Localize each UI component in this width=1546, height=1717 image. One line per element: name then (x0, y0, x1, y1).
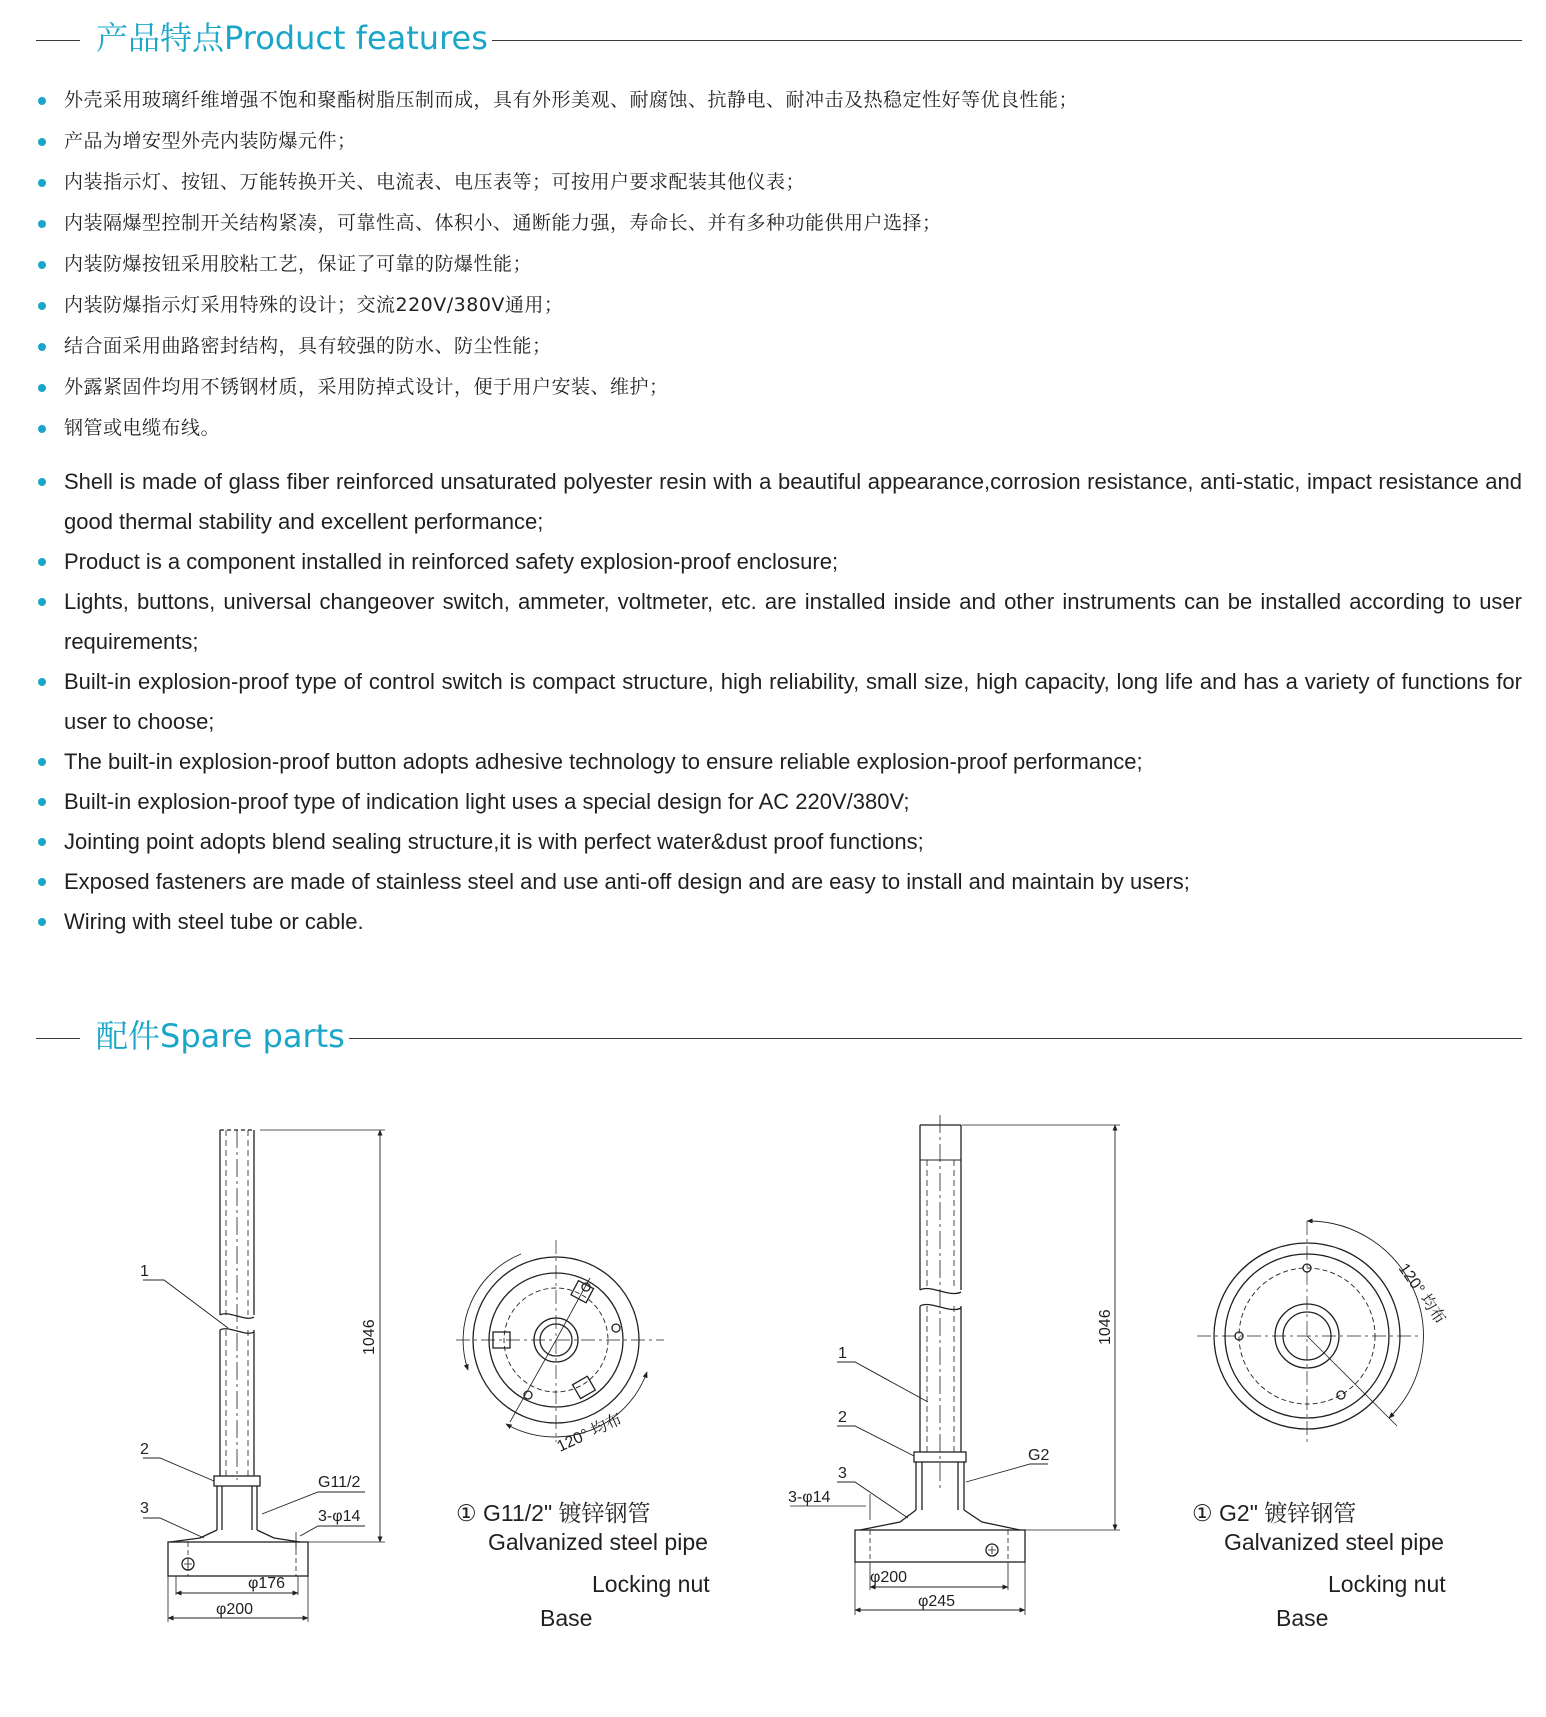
legend-pipe-en: Galvanized steel pipe (488, 1529, 708, 1555)
features-section-header (36, 18, 1522, 58)
thread-label: G11/2 (318, 1474, 361, 1491)
feature-cn-item (36, 162, 1522, 203)
bullet-dot-icon (38, 758, 46, 766)
right-plan-view (1197, 1221, 1423, 1446)
feature-cn-item (36, 244, 1522, 285)
feature-cn-text: 内装隔爆型控制开关结构紧凑，可靠性高、体积小、通断能力强，寿命长、并有多种功能供用户选择； (64, 212, 942, 234)
feature-cn-text: 钢管或电缆布线。 (64, 417, 221, 439)
legend-base: Base (540, 1605, 593, 1631)
feature-cn-text: 内装防爆指示灯采用特殊的设计；交流220V/380V通用； (64, 294, 564, 316)
callout-1: 1 (140, 1263, 149, 1280)
dia-inner-label: φ176 (248, 1575, 286, 1592)
legend-pipe-cn: ① G11/2" 镀锌钢管 (456, 1500, 651, 1526)
feature-cn-item (36, 408, 1522, 449)
bullet-dot-icon (38, 918, 46, 926)
height-dim-label: 1046 (1097, 1309, 1114, 1345)
feature-cn-text: 外壳采用玻璃纤维增强不饱和聚酯树脂压制而成，具有外形美观、耐腐蚀、抗静电、耐冲击及热稳定性好等优良性能； (64, 89, 1079, 111)
bullet-dot-icon (38, 384, 46, 392)
legend-pipe-cn: ① G2" 镀锌钢管 (1192, 1500, 1357, 1526)
feature-cn-item (36, 285, 1522, 326)
bullet-dot-icon (38, 878, 46, 886)
feature-cn-item (36, 80, 1522, 121)
feature-cn-text: 产品为增安型外壳内装防爆元件； (64, 130, 357, 152)
features-list-chinese (36, 80, 1522, 449)
feature-cn-item (36, 326, 1522, 367)
callout-3: 3 (140, 1500, 149, 1517)
feature-en-item (36, 582, 1522, 662)
feature-en-item (36, 742, 1522, 782)
dia-inner-label: φ200 (870, 1569, 908, 1586)
callout-2: 2 (140, 1441, 149, 1458)
bullet-dot-icon (38, 138, 46, 146)
base-plate (855, 1530, 1025, 1562)
feature-en-text: The built-in explosion-proof button adopts adhesive technology to ensure reliable explosion-proof performance; (64, 749, 1143, 774)
bullet-dot-icon (38, 425, 46, 433)
mount-hole (1337, 1391, 1345, 1399)
bullet-dot-icon (38, 261, 46, 269)
feature-en-item (36, 902, 1522, 942)
dia-outer-label: φ245 (918, 1593, 956, 1610)
header-lead-rule (36, 40, 80, 41)
feature-en-item (36, 462, 1522, 542)
bullet-dot-icon (38, 179, 46, 187)
spare-section-header (36, 1016, 1522, 1056)
right-elevation-drawing (790, 1115, 1120, 1615)
mount-hole (612, 1324, 620, 1332)
feature-en-text: Lights, buttons, universal changeover switch, ammeter, voltmeter, etc. are installed inside and other instruments can be installed according to user requirements; (64, 589, 1522, 654)
pipe-wall (920, 1125, 961, 1290)
feature-en-item (36, 662, 1522, 742)
technical-drawings-svg (0, 1090, 1546, 1650)
legend-locking-nut: Locking nut (1328, 1571, 1446, 1597)
feature-en-item (36, 822, 1522, 862)
bullet-dot-icon (38, 343, 46, 351)
feature-en-text: Built-in explosion-proof type of control switch is compact structure, high reliability, small size, high capacity, long life and has a variety of functions for user to choose; (64, 669, 1522, 734)
thread-label: G2 (1028, 1447, 1050, 1464)
spare-parts-drawings (0, 1090, 1546, 1650)
bullet-dot-icon (38, 97, 46, 105)
dia-outer-label: φ200 (216, 1601, 254, 1618)
bullet-dot-icon (38, 838, 46, 846)
bullet-dot-icon (38, 598, 46, 606)
callout-2: 2 (838, 1409, 847, 1426)
feature-en-text: Wiring with steel tube or cable. (64, 909, 364, 934)
height-dim-label: 1046 (361, 1319, 378, 1355)
bullet-dot-icon (38, 678, 46, 686)
angle-note: 120° 均布 (554, 1410, 625, 1456)
legend-locking-nut: Locking nut (592, 1571, 710, 1597)
callout-1: 1 (838, 1345, 847, 1362)
feature-cn-text: 结合面采用曲路密封结构，具有较强的防水、防尘性能； (64, 335, 552, 357)
left-plan-view (456, 1240, 664, 1442)
callout-3: 3 (838, 1465, 847, 1482)
lug (573, 1376, 596, 1398)
holes-label: 3-φ14 (788, 1489, 831, 1506)
feature-cn-item (36, 121, 1522, 162)
angle-note: 120° 均布 (1394, 1260, 1449, 1328)
feature-cn-text: 内装防爆按钮采用胶粘工艺，保证了可靠的防爆性能； (64, 253, 533, 275)
spare-section-title: 配件Spare parts (96, 1016, 349, 1056)
locking-nut (214, 1476, 260, 1486)
legend-base: Base (1276, 1605, 1329, 1631)
holes-label: 3-φ14 (318, 1508, 361, 1525)
feature-cn-text: 外露紧固件均用不锈钢材质，采用防掉式设计，便于用户安装、维护； (64, 376, 669, 398)
features-section-title: 产品特点Product features (96, 18, 492, 58)
feature-en-text: Product is a component installed in reinforced safety explosion-proof enclosure; (64, 549, 839, 574)
feature-cn-text: 内装指示灯、按钮、万能转换开关、电流表、电压表等；可按用户要求配装其他仪表； (64, 171, 806, 193)
feature-cn-item (36, 367, 1522, 408)
feature-en-text: Built-in explosion-proof type of indication light uses a special design for AC 220V/380V; (64, 789, 910, 814)
feature-en-item (36, 782, 1522, 822)
feature-en-item (36, 542, 1522, 582)
bullet-dot-icon (38, 302, 46, 310)
bullet-dot-icon (38, 478, 46, 486)
header-lead-rule (36, 1038, 80, 1039)
feature-en-text: Exposed fasteners are made of stainless steel and use anti-off design and are easy to install and maintain by users; (64, 869, 1190, 894)
feature-en-item (36, 862, 1522, 902)
features-list-english (36, 462, 1522, 942)
feature-en-text: Shell is made of glass fiber reinforced unsaturated polyester resin with a beautiful appearance,corrosion resistance, anti-static, impact resistance and good thermal stability and excellent performance; (64, 469, 1522, 534)
feature-en-text: Jointing point adopts blend sealing structure,it is with perfect water&dust proof functions; (64, 829, 924, 854)
bullet-dot-icon (38, 220, 46, 228)
feature-cn-item (36, 203, 1522, 244)
legend-pipe-en: Galvanized steel pipe (1224, 1529, 1444, 1555)
bullet-dot-icon (38, 558, 46, 566)
base-plate (168, 1542, 308, 1576)
pipe-wall (920, 1306, 961, 1452)
bullet-dot-icon (38, 798, 46, 806)
left-elevation-drawing (143, 1130, 385, 1622)
